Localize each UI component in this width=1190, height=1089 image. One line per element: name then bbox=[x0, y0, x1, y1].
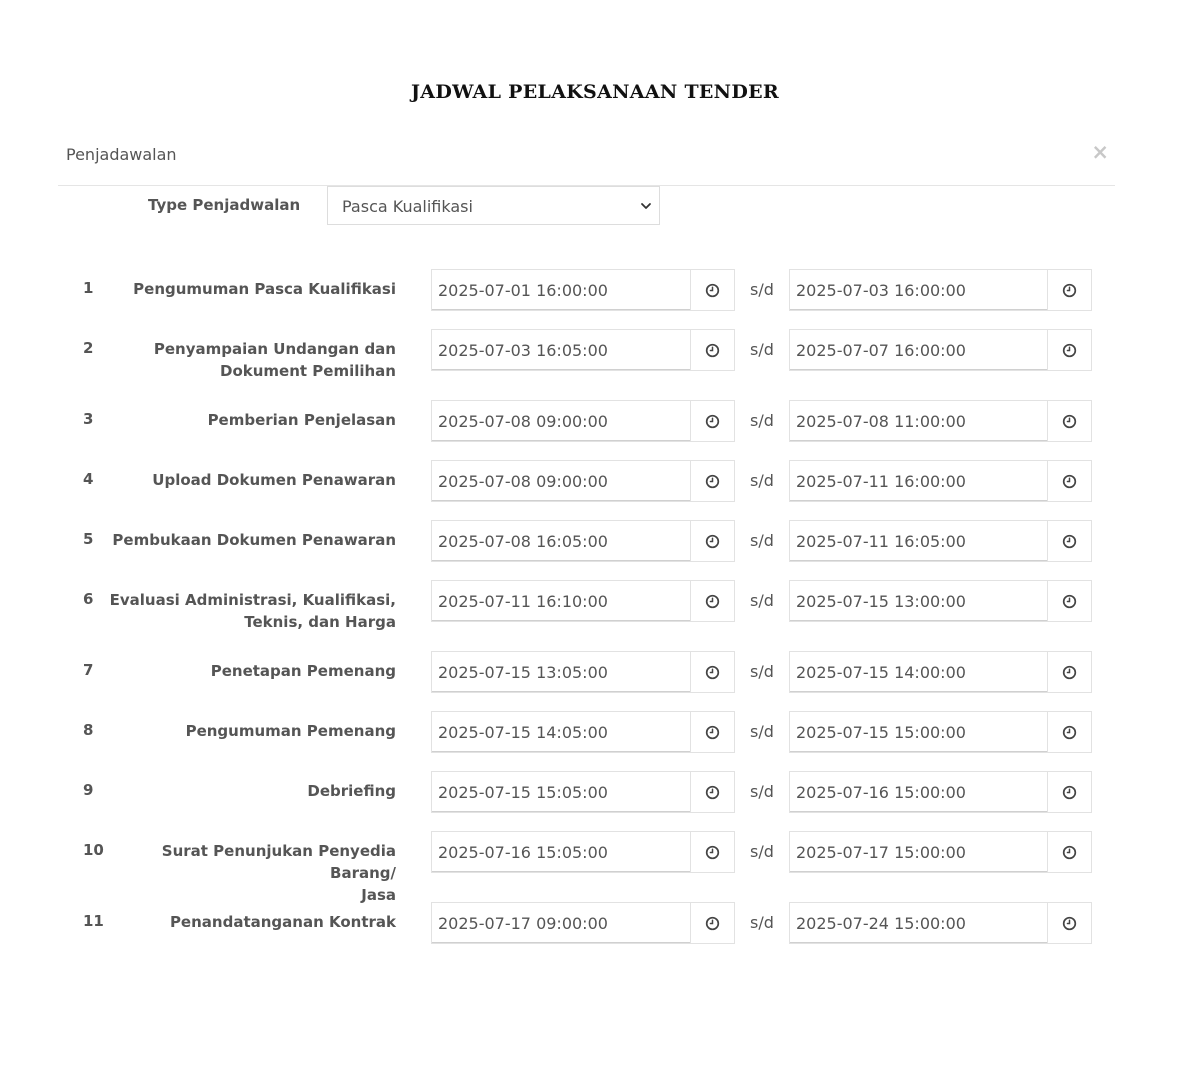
end-datetime-value: 2025-07-15 15:00:00 bbox=[796, 723, 966, 742]
row-number: 9 bbox=[83, 781, 94, 799]
clock-icon bbox=[705, 594, 720, 609]
end-datetime-value: 2025-07-11 16:00:00 bbox=[796, 472, 966, 491]
range-separator: s/d bbox=[750, 280, 774, 299]
clock-icon bbox=[705, 725, 720, 740]
end-datetime-value: 2025-07-11 16:05:00 bbox=[796, 532, 966, 551]
start-datetime-value: 2025-07-01 16:00:00 bbox=[438, 281, 608, 300]
end-datetime-input[interactable] bbox=[789, 329, 1048, 371]
row-label: Evaluasi Administrasi, Kualifikasi, Teknis, dan Harga bbox=[109, 591, 396, 631]
start-datetime-picker-button[interactable] bbox=[691, 902, 735, 944]
clock-icon bbox=[1062, 785, 1077, 800]
row-label: Penetapan Pemenang bbox=[210, 662, 396, 680]
end-datetime-value: 2025-07-03 16:00:00 bbox=[796, 281, 966, 300]
end-datetime-input[interactable] bbox=[789, 771, 1048, 813]
type-penjadwalan-label: Type Penjadwalan bbox=[148, 196, 301, 214]
end-datetime-input[interactable] bbox=[789, 460, 1048, 502]
clock-icon bbox=[705, 785, 720, 800]
end-datetime-picker-button[interactable] bbox=[1048, 269, 1092, 311]
schedule-row bbox=[0, 651, 1190, 693]
clock-icon bbox=[1062, 725, 1077, 740]
clock-icon bbox=[1062, 474, 1077, 489]
schedule-row bbox=[0, 580, 1190, 631]
end-datetime-value: 2025-07-17 15:00:00 bbox=[796, 843, 966, 862]
end-datetime-input[interactable] bbox=[789, 651, 1048, 693]
start-datetime-picker-button[interactable] bbox=[691, 329, 735, 371]
clock-icon bbox=[705, 534, 720, 549]
schedule-row bbox=[0, 831, 1190, 904]
start-datetime-value: 2025-07-16 15:05:00 bbox=[438, 843, 608, 862]
end-datetime-value: 2025-07-15 13:00:00 bbox=[796, 592, 966, 611]
start-datetime-input[interactable] bbox=[431, 651, 691, 693]
row-number: 1 bbox=[83, 279, 94, 297]
start-datetime-picker-button[interactable] bbox=[691, 771, 735, 813]
end-datetime-input[interactable] bbox=[789, 580, 1048, 622]
range-separator: s/d bbox=[750, 722, 774, 741]
clock-icon bbox=[1062, 343, 1077, 358]
end-datetime-picker-button[interactable] bbox=[1048, 460, 1092, 502]
range-separator: s/d bbox=[750, 662, 774, 681]
start-datetime-picker-button[interactable] bbox=[691, 831, 735, 873]
end-datetime-picker-button[interactable] bbox=[1048, 520, 1092, 562]
schedule-row bbox=[0, 902, 1190, 944]
range-separator: s/d bbox=[750, 471, 774, 490]
clock-icon bbox=[1062, 283, 1077, 298]
end-datetime-picker-button[interactable] bbox=[1048, 902, 1092, 944]
clock-icon bbox=[1062, 534, 1077, 549]
row-label: Pengumuman Pasca Kualifikasi bbox=[133, 280, 396, 298]
clock-icon bbox=[1062, 594, 1077, 609]
row-number: 4 bbox=[83, 470, 94, 488]
clock-icon bbox=[705, 343, 720, 358]
clock-icon bbox=[705, 474, 720, 489]
start-datetime-input[interactable] bbox=[431, 902, 691, 944]
schedule-row bbox=[0, 460, 1190, 502]
end-datetime-input[interactable] bbox=[789, 711, 1048, 753]
row-number: 5 bbox=[83, 530, 94, 548]
schedule-row bbox=[0, 269, 1190, 311]
end-datetime-input[interactable] bbox=[789, 902, 1048, 944]
schedule-row bbox=[0, 400, 1190, 442]
start-datetime-picker-button[interactable] bbox=[691, 460, 735, 502]
clock-icon bbox=[1062, 414, 1077, 429]
start-datetime-value: 2025-07-15 13:05:00 bbox=[438, 663, 608, 682]
start-datetime-value: 2025-07-15 14:05:00 bbox=[438, 723, 608, 742]
start-datetime-value: 2025-07-08 09:00:00 bbox=[438, 472, 608, 491]
end-datetime-input[interactable] bbox=[789, 269, 1048, 311]
end-datetime-value: 2025-07-08 11:00:00 bbox=[796, 412, 966, 431]
close-button[interactable]: × bbox=[1091, 140, 1109, 164]
clock-icon bbox=[705, 414, 720, 429]
start-datetime-value: 2025-07-11 16:10:00 bbox=[438, 592, 608, 611]
start-datetime-input[interactable] bbox=[431, 460, 691, 502]
start-datetime-picker-button[interactable] bbox=[691, 651, 735, 693]
end-datetime-value: 2025-07-15 14:00:00 bbox=[796, 663, 966, 682]
end-datetime-value: 2025-07-24 15:00:00 bbox=[796, 914, 966, 933]
schedule-row bbox=[0, 771, 1190, 813]
start-datetime-input[interactable] bbox=[431, 269, 691, 311]
end-datetime-input[interactable] bbox=[789, 400, 1048, 442]
start-datetime-picker-button[interactable] bbox=[691, 520, 735, 562]
start-datetime-input[interactable] bbox=[431, 329, 691, 371]
schedule-row bbox=[0, 329, 1190, 380]
row-number: 3 bbox=[83, 410, 94, 428]
row-label: Upload Dokumen Penawaran bbox=[152, 471, 396, 489]
clock-icon bbox=[1062, 665, 1077, 680]
end-datetime-value: 2025-07-07 16:00:00 bbox=[796, 341, 966, 360]
row-label: Pemberian Penjelasan bbox=[207, 411, 396, 429]
start-datetime-input[interactable] bbox=[431, 520, 691, 562]
row-label: Debriefing bbox=[307, 782, 396, 800]
row-label: Surat Penunjukan Penyedia Barang/ Jasa bbox=[161, 842, 396, 904]
schedule-row bbox=[0, 711, 1190, 753]
end-datetime-input[interactable] bbox=[789, 520, 1048, 562]
end-datetime-input[interactable] bbox=[789, 831, 1048, 873]
clock-icon bbox=[705, 665, 720, 680]
start-datetime-input[interactable] bbox=[431, 580, 691, 622]
row-label: Pembukaan Dokumen Penawaran bbox=[112, 531, 396, 549]
start-datetime-value: 2025-07-17 09:00:00 bbox=[438, 914, 608, 933]
range-separator: s/d bbox=[750, 340, 774, 359]
start-datetime-value: 2025-07-15 15:05:00 bbox=[438, 783, 608, 802]
end-datetime-picker-button[interactable] bbox=[1048, 400, 1092, 442]
end-datetime-picker-button[interactable] bbox=[1048, 329, 1092, 371]
start-datetime-input[interactable] bbox=[431, 831, 691, 873]
schedule-row bbox=[0, 520, 1190, 562]
start-datetime-value: 2025-07-08 09:00:00 bbox=[438, 412, 608, 431]
range-separator: s/d bbox=[750, 591, 774, 610]
range-separator: s/d bbox=[750, 411, 774, 430]
start-datetime-input[interactable] bbox=[431, 400, 691, 442]
start-datetime-picker-button[interactable] bbox=[691, 269, 735, 311]
end-datetime-picker-button[interactable] bbox=[1048, 771, 1092, 813]
end-datetime-picker-button[interactable] bbox=[1048, 831, 1092, 873]
row-number: 11 bbox=[83, 912, 104, 930]
row-label: Penyampaian Undangan dan Dokument Pemilihan bbox=[153, 340, 396, 380]
start-datetime-value: 2025-07-03 16:05:00 bbox=[438, 341, 608, 360]
start-datetime-value: 2025-07-08 16:05:00 bbox=[438, 532, 608, 551]
modal-title: Penjadawalan bbox=[66, 145, 177, 164]
row-number: 10 bbox=[83, 841, 104, 859]
clock-icon bbox=[1062, 845, 1077, 860]
end-datetime-picker-button[interactable] bbox=[1048, 580, 1092, 622]
start-datetime-picker-button[interactable] bbox=[691, 711, 735, 753]
row-number: 2 bbox=[83, 339, 94, 357]
start-datetime-input[interactable] bbox=[431, 771, 691, 813]
range-separator: s/d bbox=[750, 782, 774, 801]
row-label: Penandatanganan Kontrak bbox=[169, 913, 396, 931]
clock-icon bbox=[1062, 916, 1077, 931]
clock-icon bbox=[705, 916, 720, 931]
range-separator: s/d bbox=[750, 531, 774, 550]
row-number: 7 bbox=[83, 661, 94, 679]
row-number: 6 bbox=[83, 590, 94, 608]
end-datetime-picker-button[interactable] bbox=[1048, 711, 1092, 753]
end-datetime-picker-button[interactable] bbox=[1048, 651, 1092, 693]
start-datetime-input[interactable] bbox=[431, 711, 691, 753]
range-separator: s/d bbox=[750, 913, 774, 932]
page-title: JADWAL PELAKSANAAN TENDER bbox=[411, 81, 779, 103]
row-number: 8 bbox=[83, 721, 94, 739]
clock-icon bbox=[705, 283, 720, 298]
clock-icon bbox=[705, 845, 720, 860]
start-datetime-picker-button[interactable] bbox=[691, 400, 735, 442]
start-datetime-picker-button[interactable] bbox=[691, 580, 735, 622]
range-separator: s/d bbox=[750, 842, 774, 861]
row-label: Pengumuman Pemenang bbox=[185, 722, 396, 740]
end-datetime-value: 2025-07-16 15:00:00 bbox=[796, 783, 966, 802]
type-penjadwalan-selected: Pasca Kualifikasi bbox=[342, 197, 473, 216]
